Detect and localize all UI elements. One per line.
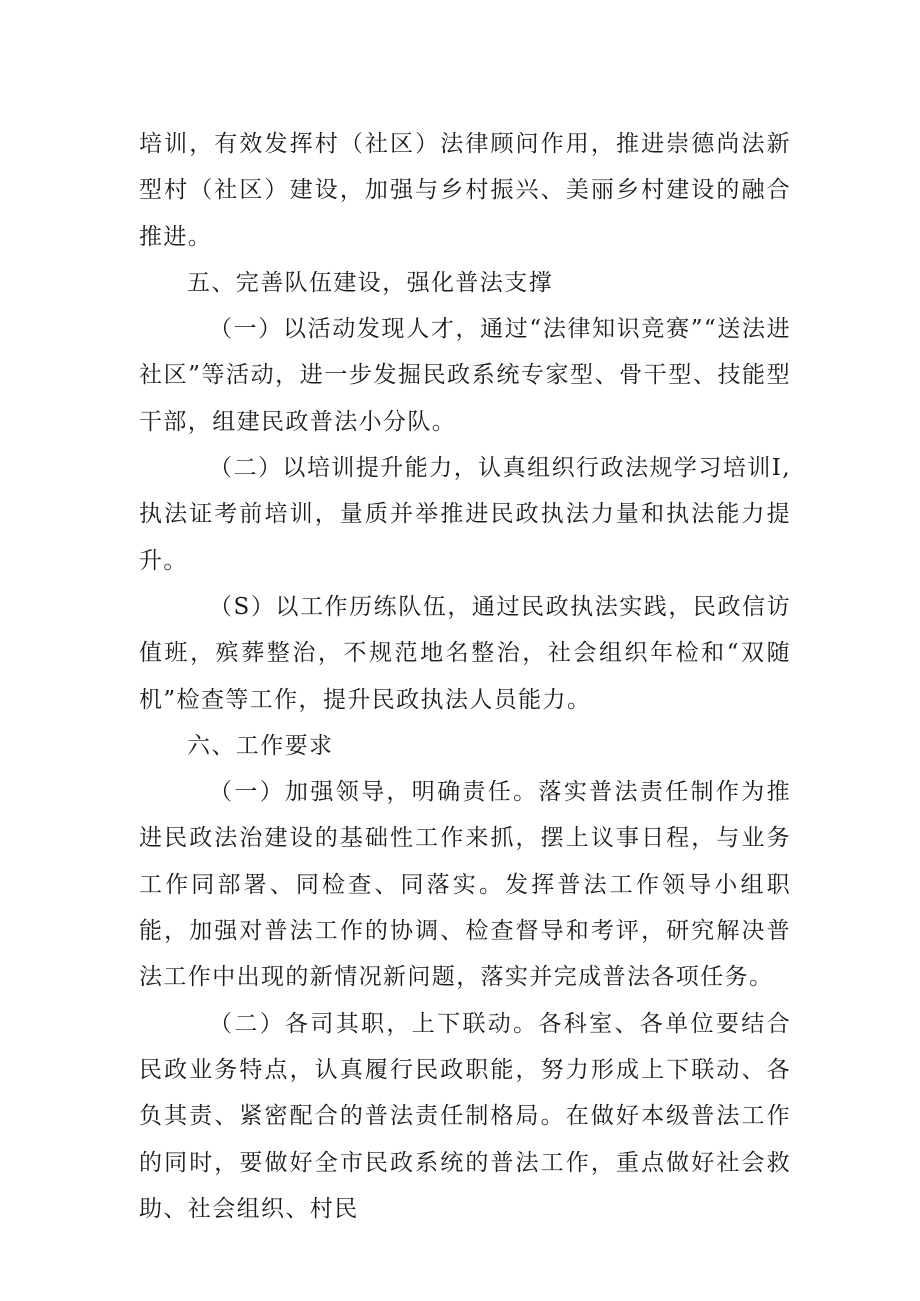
section-heading-team-building: 五、完善队伍建设，强化普法支撑 [187,269,553,296]
document-body [139,121,791,1232]
paragraph-responsibilities: （二）各司其职，上下联动。各科室、各单位要结合民政业务特点，认真履行民政职能，努力形成上下联动、各负其责、紧密配合的普法责任制格局。在做好本级普法工作的同时，要做好全市民政系统的普法工作，重点做好社会救助、社会组织、村民 [139,1010,791,1222]
paragraph-discover-talent: （一）以活动发现人才，通过“法律知识竞赛”“送法进社区”等活动，进一步发掘民政系统专家型、骨干型、技能型干部，组建民政普法小分队。 [139,316,791,435]
paragraph-work-practice: （S）以工作历练队伍，通过民政执法实践，民政信访值班，殡葬整治，不规范地名整治，社会组织年检和“双随机”检查等工作，提升民政执法人员能力。 [139,593,791,713]
section-heading-work-requirements: 六、工作要求 [187,732,334,759]
paragraph-training-ability: （二）以培训提升能力，认真组织行政法规学习培训I,执法证考前培训，量质并举推进民政执法力量和执法能力提升。 [139,455,791,574]
paragraph-training-continuation: 培训，有效发挥村（社区）法律顾问作用，推进崇德尚法新型村（社区）建设，加强与乡村振兴、美丽乡村建设的融合推进。 [139,131,791,250]
paragraph-leadership: （一）加强领导，明确责任。落实普法责任制作为推进民政法治建设的基础性工作来抓，摆上议事日程，与业务工作同部署、同检查、同落实。发挥普法工作领导小组职能，加强对普法工作的协调、检查督导和考评，研究解决普法工作中出现的新情况新问题，落实并完成普法各项任务。 [139,779,791,991]
